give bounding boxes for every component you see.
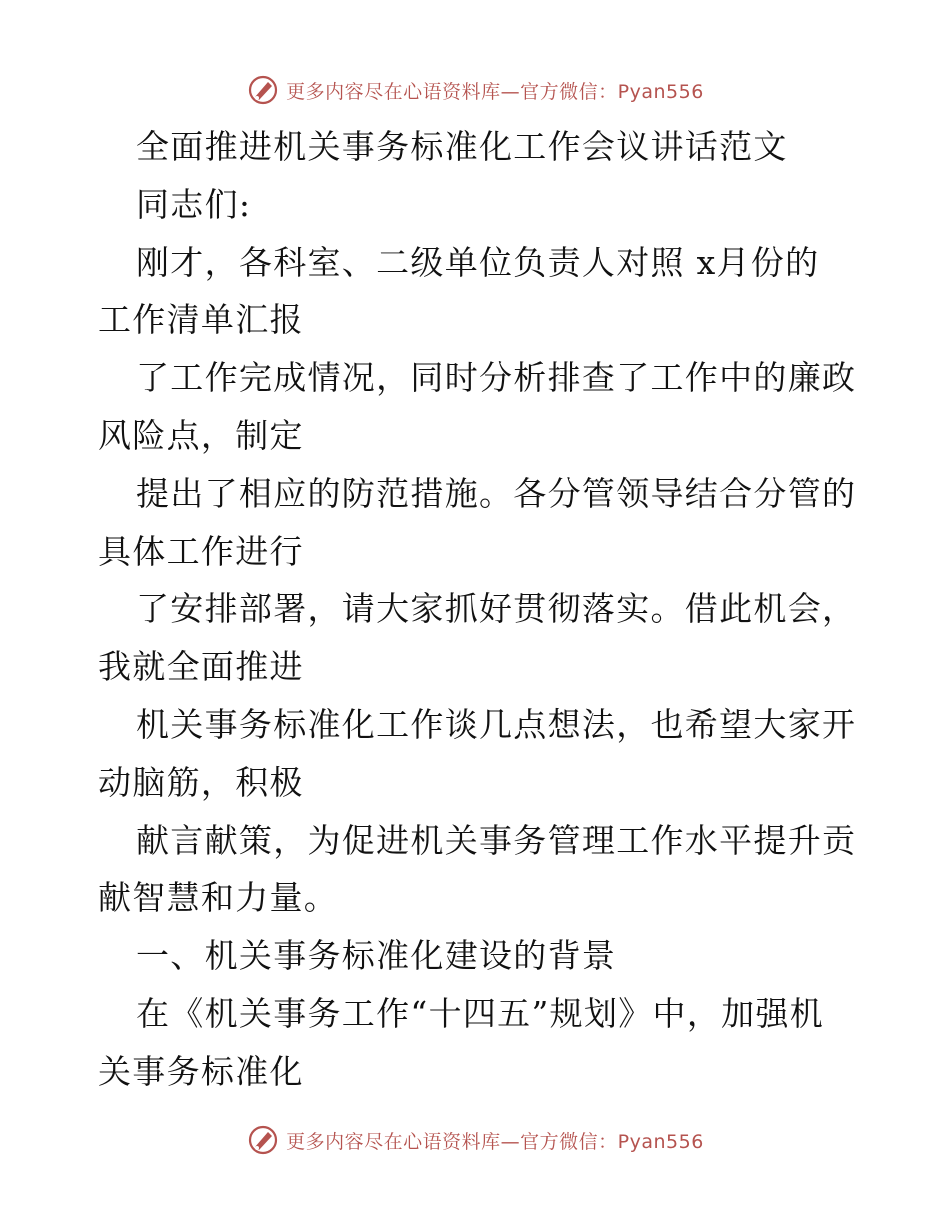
watermark-text: 更多内容尽在心语资料库—官方微信：Pyan556: [286, 80, 704, 103]
text-line: 关事务标准化: [98, 1051, 304, 1091]
text-line: 我就全面推进: [98, 647, 304, 687]
text-line: 同志们:: [136, 184, 252, 224]
text-line: 机关事务标准化工作谈几点想法，也希望大家开: [136, 704, 857, 744]
watermark-banner-bottom: [0, 1120, 950, 1160]
watermark-banner-top: [0, 70, 950, 110]
text-line: 献言献策，为促进机关事务管理工作水平提升贡: [136, 820, 857, 860]
document-body: [98, 118, 868, 1101]
text-line: 动脑筋，积极: [98, 762, 304, 802]
text-line: 刚才，各科室、二级单位负责人对照 x月份的: [136, 242, 820, 282]
text-line: 献智慧和力量。: [98, 878, 339, 918]
text-line: 提出了相应的防范措施。各分管领导结合分管的: [136, 473, 857, 513]
text-line: 具体工作进行: [98, 531, 304, 571]
text-line: 在《机关事务工作“十四五”规划》中，加强机: [136, 993, 825, 1033]
text-line: 了工作完成情况，同时分析排查了工作中的廉政: [136, 358, 857, 398]
watermark-text: 更多内容尽在心语资料库—官方微信：Pyan556: [286, 1130, 704, 1153]
pen-logo-icon: [246, 1123, 280, 1157]
text-line: 了安排部署，请大家抓好贯彻落实。借此机会，: [136, 589, 857, 629]
text-line: 工作清单汇报: [98, 300, 304, 340]
text-line: 风险点，制定: [98, 415, 304, 455]
text-line: 全面推进机关事务标准化工作会议讲话范文: [136, 127, 788, 166]
pen-logo-icon: [246, 73, 280, 107]
text-line: 一、机关事务标准化建设的背景: [136, 936, 617, 976]
